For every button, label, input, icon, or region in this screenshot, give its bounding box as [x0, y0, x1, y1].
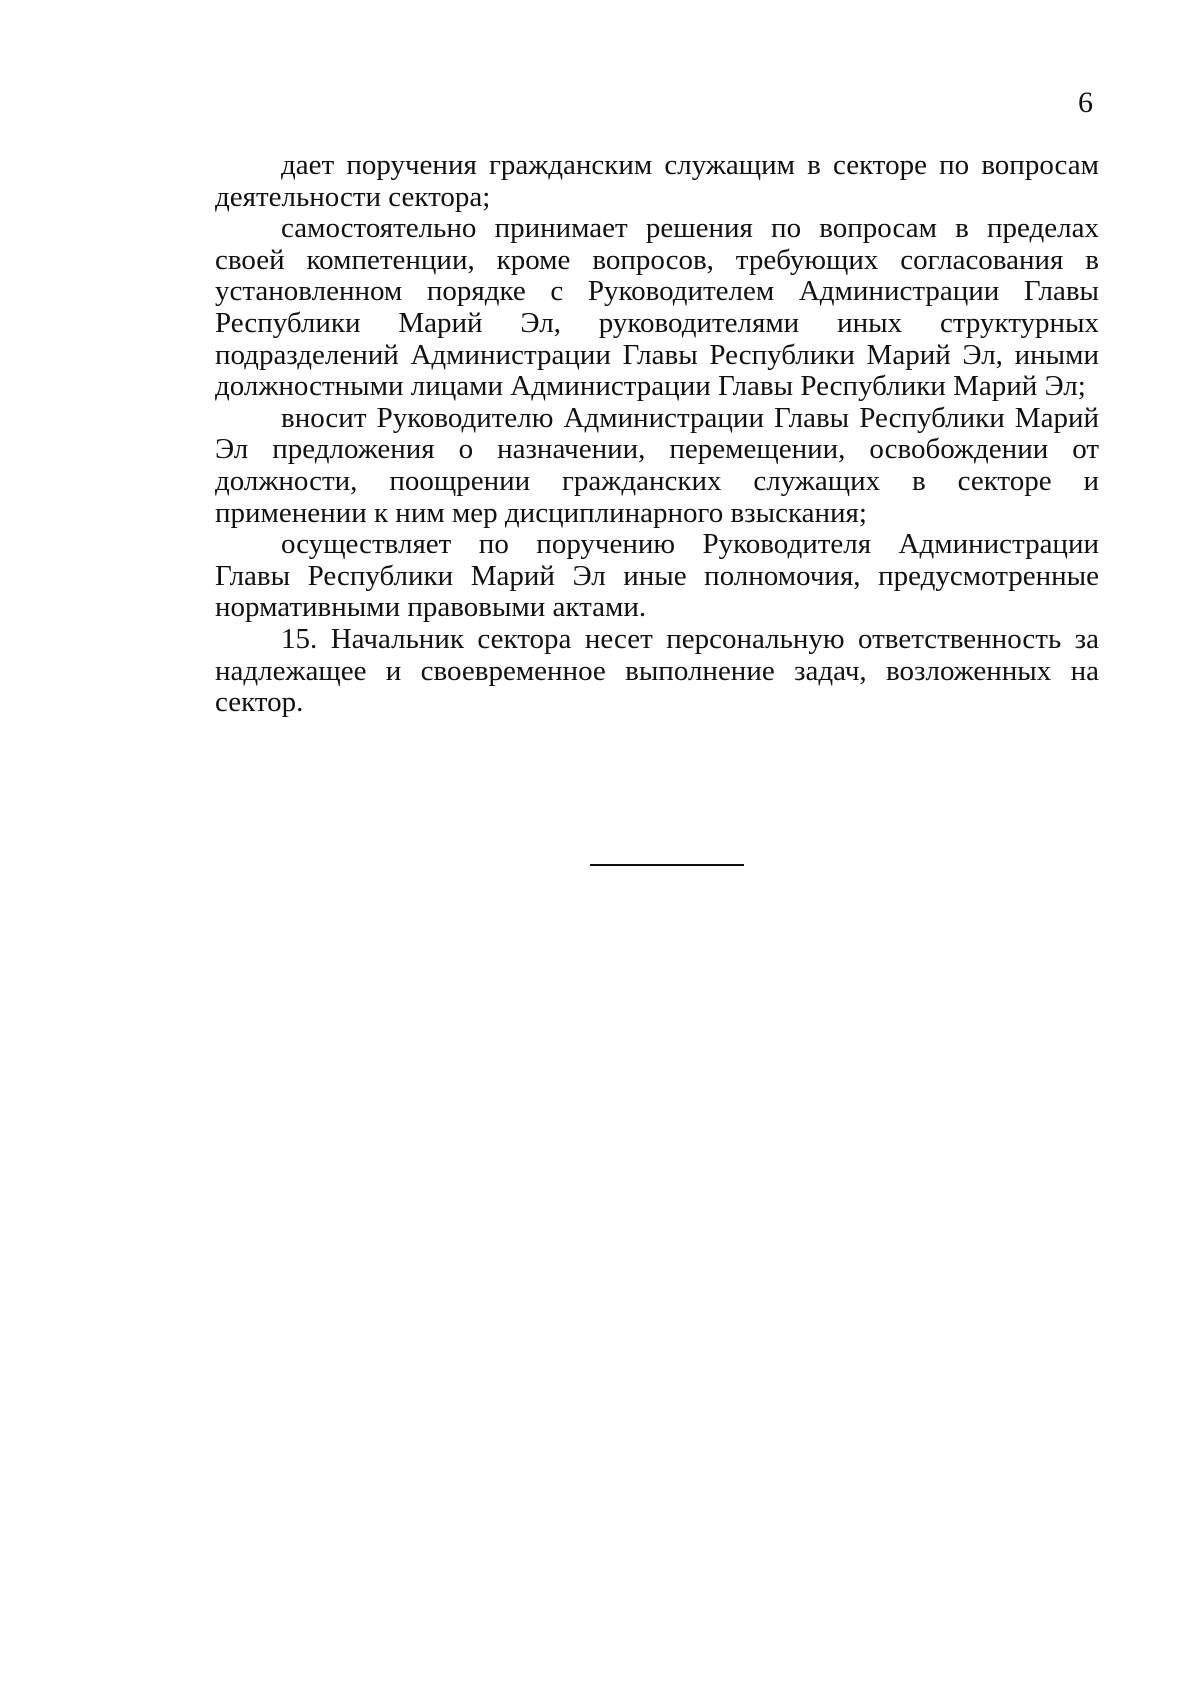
paragraph-item-15-responsibility: 15. Начальник сектора несет персональную ответственность за надлежащее и своевременное выполнение задач, возложенных на сектор.	[215, 622, 1099, 719]
page-number: 6	[1078, 86, 1093, 119]
paragraph-personnel-proposals: вносит Руководителю Администрации Главы Республики Марий Эл предложения о назначении, перемещении, освобождении от должности, поощрении гражданских служащих в секторе и применении к ним мер дисциплинарного взыскания;	[215, 401, 1099, 529]
paragraph-independent-decisions: самостоятельно принимает решения по вопросам в пределах своей компетенции, кроме вопросов, требующих согласования в установленном порядке с Руководителем Администрации Главы Республики Марий Эл, руководителями иных структурных подразделений Администрации Главы Республики Марий Эл, иными должностными лицами Администрации Главы Республики Марий Эл;	[215, 212, 1099, 403]
paragraph-other-powers: осуществляет по поручению Руководителя Администрации Главы Республики Марий Эл иные полномочия, предусмотренные нормативными правовыми актами.	[215, 528, 1099, 624]
document-body	[215, 150, 1099, 719]
paragraph-give-instructions: дает поручения гражданским служащим в секторе по вопросам деятельности сектора;	[215, 149, 1099, 213]
end-separator-line	[590, 864, 744, 866]
